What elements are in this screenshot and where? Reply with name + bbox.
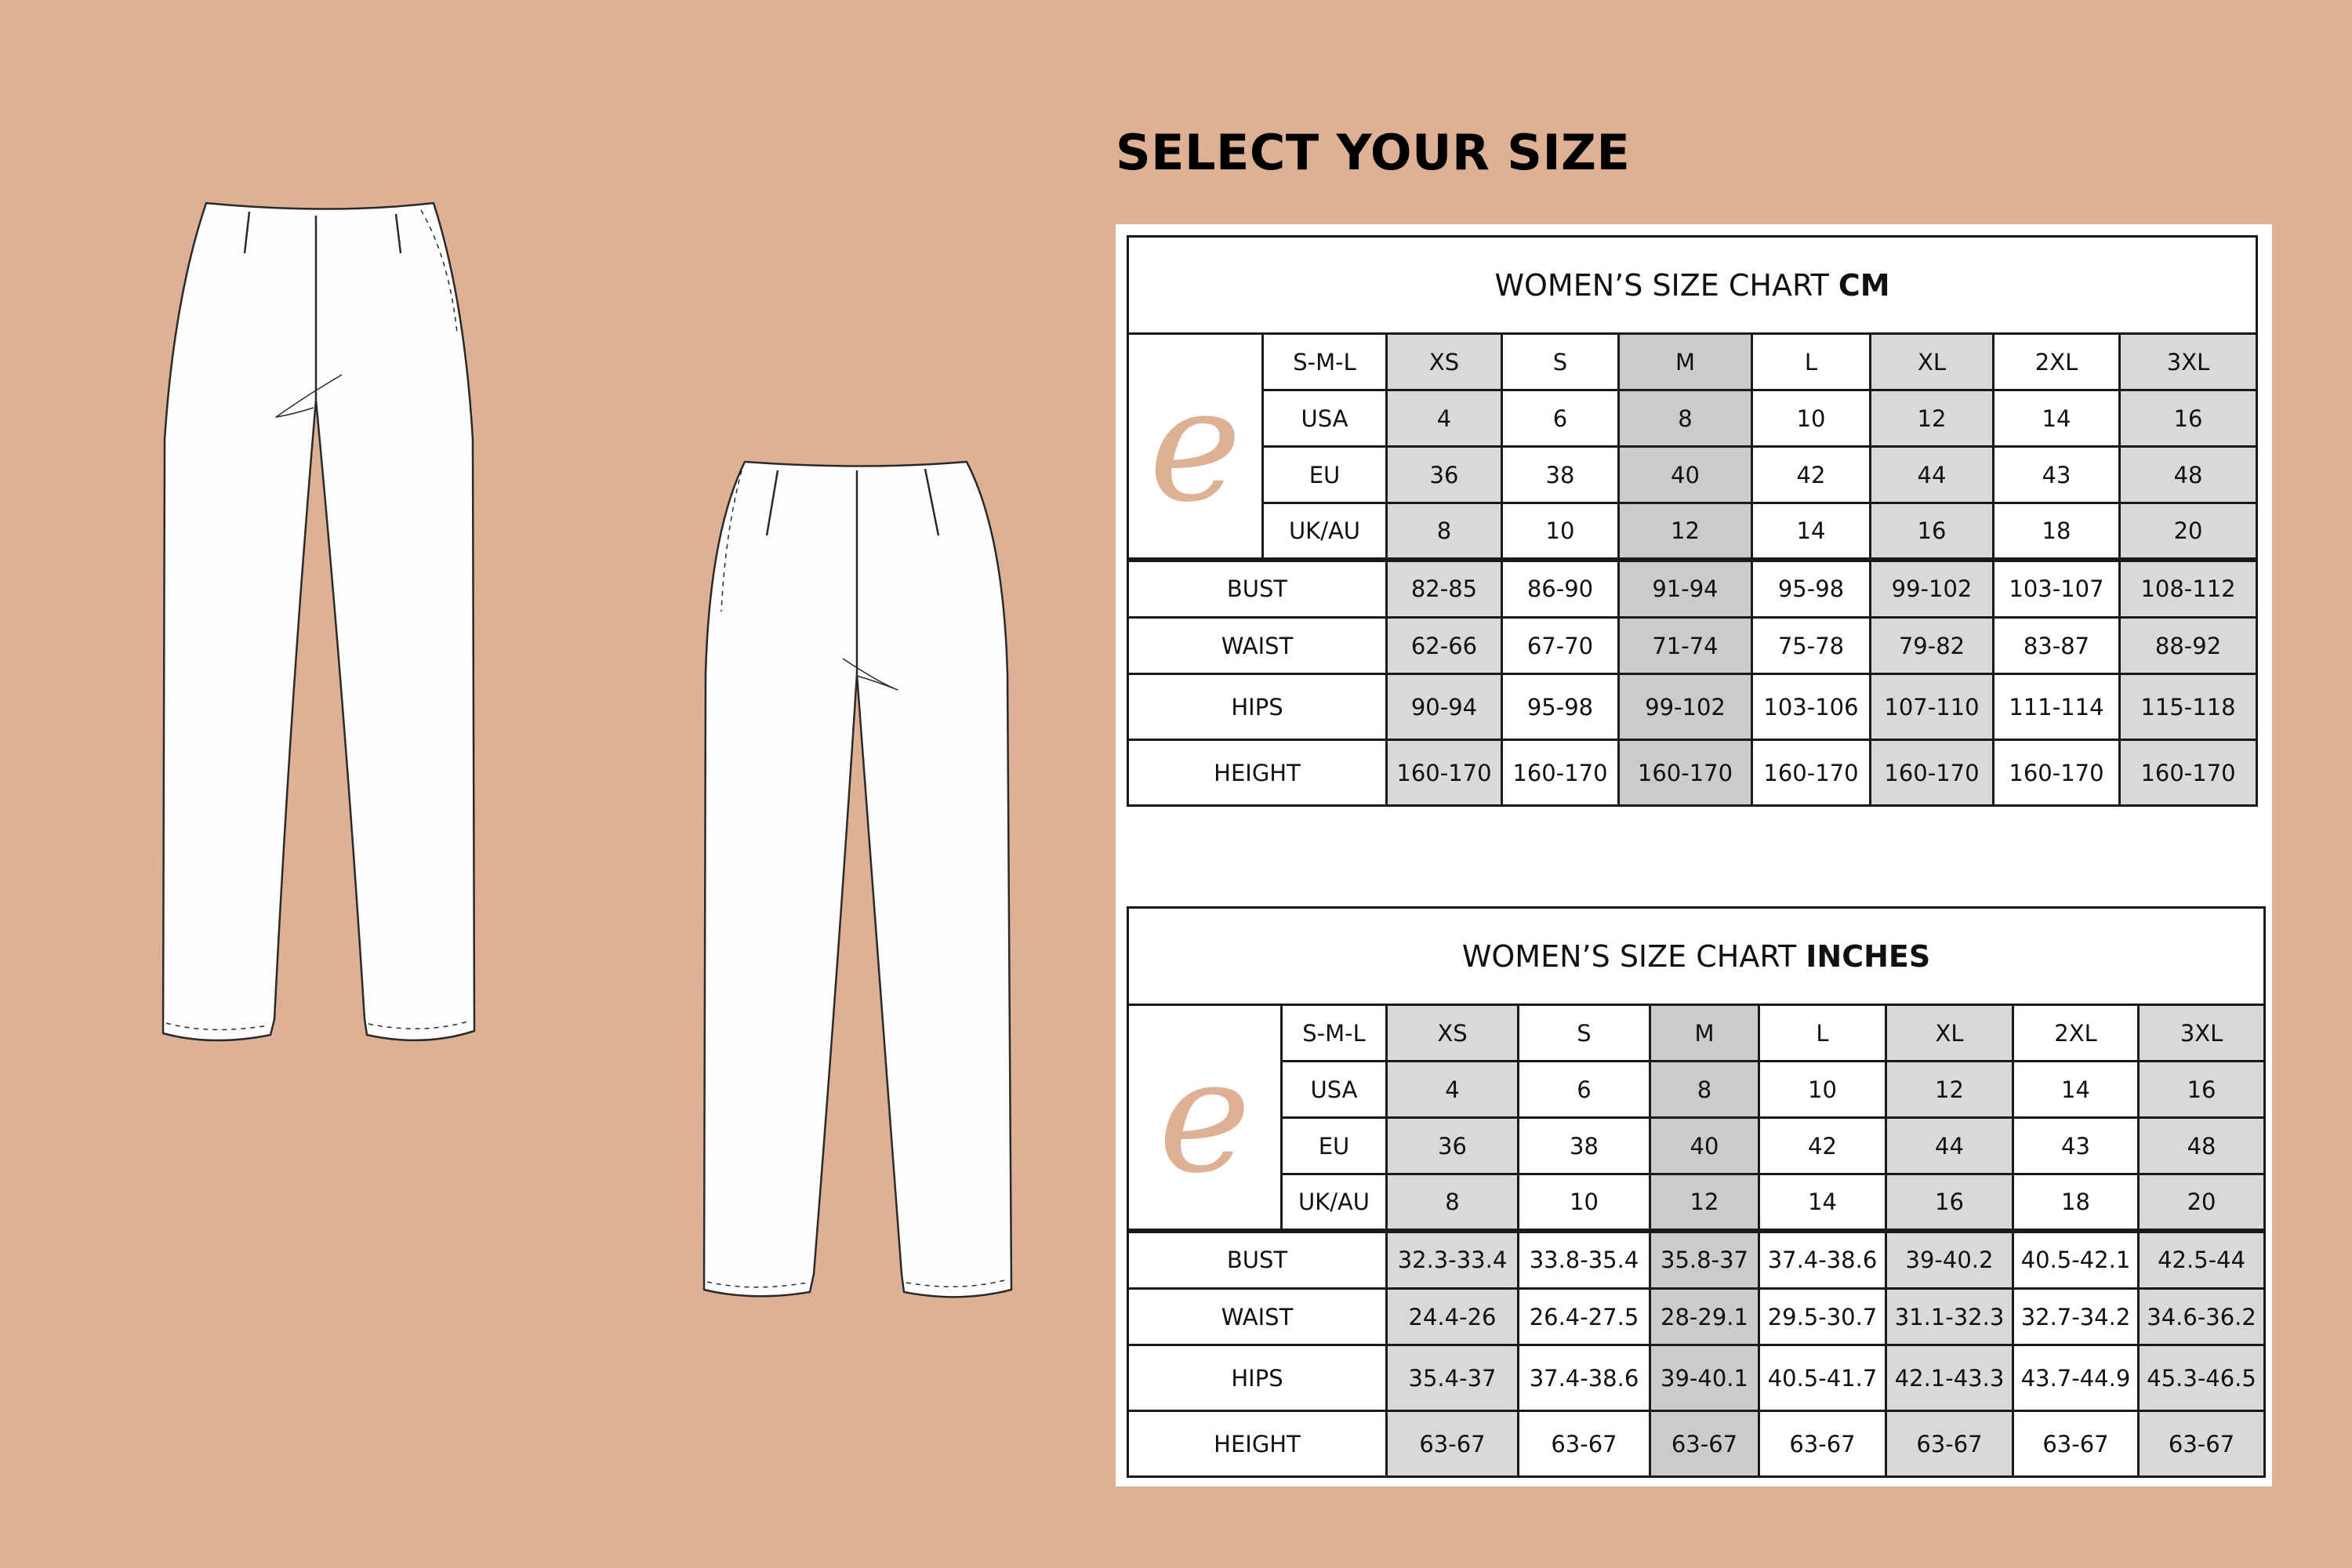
cell: S xyxy=(1502,334,1619,390)
cell: 32.3-33.4 xyxy=(1387,1231,1519,1289)
logo-letter: e xyxy=(1158,1025,1251,1208)
cell: 99-102 xyxy=(1871,560,1994,618)
cell: 37.4-38.6 xyxy=(1759,1231,1886,1289)
cell: 33.8-35.4 xyxy=(1519,1231,1650,1289)
cell: 82-85 xyxy=(1387,560,1502,618)
cell: 91-94 xyxy=(1619,560,1752,618)
cell: 67-70 xyxy=(1502,618,1619,674)
cell: XS xyxy=(1387,334,1502,390)
row-label: BUST xyxy=(1128,560,1387,618)
brand-logo xyxy=(1128,1005,1282,1231)
cell: 42.5-44 xyxy=(2139,1231,2265,1289)
cell: 32.7-34.2 xyxy=(2013,1289,2139,1345)
size-chart-cm xyxy=(1127,235,2258,807)
logo-letter: e xyxy=(1149,354,1242,537)
cell: 16 xyxy=(2139,1062,2265,1118)
row-label: WAIST xyxy=(1128,1289,1387,1345)
cell: 8 xyxy=(1387,1174,1519,1231)
cell: 14 xyxy=(2013,1062,2139,1118)
cell: 14 xyxy=(1752,503,1871,560)
cell: 63-67 xyxy=(1886,1411,2013,1477)
cell: 37.4-38.6 xyxy=(1519,1345,1650,1411)
cell: 14 xyxy=(1759,1174,1886,1231)
row-label: HEIGHT xyxy=(1128,1411,1387,1477)
cell: L xyxy=(1752,334,1871,390)
cell: 6 xyxy=(1502,390,1619,447)
cell: 35.4-37 xyxy=(1387,1345,1519,1411)
cell: 45.3-46.5 xyxy=(2139,1345,2265,1411)
cell: 39-40.1 xyxy=(1650,1345,1759,1411)
cell: 107-110 xyxy=(1871,674,1994,740)
cell: 95-98 xyxy=(1502,674,1619,740)
chart-title xyxy=(1128,237,2257,334)
cell: 42 xyxy=(1759,1118,1886,1174)
cell: 16 xyxy=(2120,390,2257,447)
size-chart-inches xyxy=(1127,906,2266,1478)
cell: 4 xyxy=(1387,1062,1519,1118)
cell: 38 xyxy=(1502,447,1619,503)
cell: 44 xyxy=(1871,447,1994,503)
row-label: UK/AU xyxy=(1282,1174,1387,1231)
cell: 99-102 xyxy=(1619,674,1752,740)
cell: M xyxy=(1619,334,1752,390)
cell: 12 xyxy=(1650,1174,1759,1231)
cell: 24.4-26 xyxy=(1387,1289,1519,1345)
cell: 108-112 xyxy=(2120,560,2257,618)
cell: 160-170 xyxy=(1994,740,2120,806)
cell: 39-40.2 xyxy=(1886,1231,2013,1289)
cell: 79-82 xyxy=(1871,618,1994,674)
cell: 83-87 xyxy=(1994,618,2120,674)
cell: 8 xyxy=(1619,390,1752,447)
chart-title xyxy=(1128,908,2265,1005)
cell: 36 xyxy=(1387,447,1502,503)
chart-title-unit: CM xyxy=(1838,267,1890,303)
cell: 43 xyxy=(2013,1118,2139,1174)
cell: 18 xyxy=(2013,1174,2139,1231)
chart-title-prefix: WOMEN’S SIZE CHART xyxy=(1461,938,1806,974)
cell: 160-170 xyxy=(1871,740,1994,806)
cell: 8 xyxy=(1650,1062,1759,1118)
cell: 16 xyxy=(1886,1174,2013,1231)
brand-logo xyxy=(1128,334,1263,560)
cell: 115-118 xyxy=(2120,674,2257,740)
row-label: USA xyxy=(1263,390,1387,447)
cell: 3XL xyxy=(2120,334,2257,390)
cell: 36 xyxy=(1387,1118,1519,1174)
row-label: WAIST xyxy=(1128,618,1387,674)
cell: 40.5-42.1 xyxy=(2013,1231,2139,1289)
cell: 20 xyxy=(2120,503,2257,560)
pants-front-icon xyxy=(163,203,474,1040)
chart-title-prefix: WOMEN’S SIZE CHART xyxy=(1494,267,1838,303)
cell: L xyxy=(1759,1005,1886,1062)
cell: 3XL xyxy=(2139,1005,2265,1062)
cell: 90-94 xyxy=(1387,674,1502,740)
cell: XL xyxy=(1886,1005,2013,1062)
row-label: S-M-L xyxy=(1282,1005,1387,1062)
row-label: EU xyxy=(1282,1118,1387,1174)
pants-back-icon xyxy=(704,462,1011,1297)
cell: 2XL xyxy=(1994,334,2120,390)
row-label: HIPS xyxy=(1128,674,1387,740)
cell: 12 xyxy=(1619,503,1752,560)
cell: 6 xyxy=(1519,1062,1650,1118)
cell: 8 xyxy=(1387,503,1502,560)
cell: 34.6-36.2 xyxy=(2139,1289,2265,1345)
pants-illustrations xyxy=(0,0,1098,1568)
cell: 10 xyxy=(1502,503,1619,560)
chart-title-unit: INCHES xyxy=(1806,938,1931,974)
cell: 35.8-37 xyxy=(1650,1231,1759,1289)
cell: XL xyxy=(1871,334,1994,390)
cell: 103-106 xyxy=(1752,674,1871,740)
cell: 160-170 xyxy=(1387,740,1502,806)
cell: 160-170 xyxy=(1752,740,1871,806)
cell: 160-170 xyxy=(1619,740,1752,806)
cell: 103-107 xyxy=(1994,560,2120,618)
cell: 43 xyxy=(1994,447,2120,503)
row-label: EU xyxy=(1263,447,1387,503)
cell: 48 xyxy=(2120,447,2257,503)
cell: 16 xyxy=(1871,503,1994,560)
cell: 10 xyxy=(1519,1174,1650,1231)
cell: 95-98 xyxy=(1752,560,1871,618)
row-label: USA xyxy=(1282,1062,1387,1118)
cell: 160-170 xyxy=(2120,740,2257,806)
cell: 28-29.1 xyxy=(1650,1289,1759,1345)
cell: 2XL xyxy=(2013,1005,2139,1062)
row-label: HIPS xyxy=(1128,1345,1387,1411)
cell: 26.4-27.5 xyxy=(1519,1289,1650,1345)
cell: 63-67 xyxy=(1387,1411,1519,1477)
cell: 14 xyxy=(1994,390,2120,447)
cell: 42.1-43.3 xyxy=(1886,1345,2013,1411)
cell: S xyxy=(1519,1005,1650,1062)
cell: 75-78 xyxy=(1752,618,1871,674)
row-label: BUST xyxy=(1128,1231,1387,1289)
cell: 63-67 xyxy=(1650,1411,1759,1477)
cell: 43.7-44.9 xyxy=(2013,1345,2139,1411)
row-label: HEIGHT xyxy=(1128,740,1387,806)
cell: 40 xyxy=(1619,447,1752,503)
row-label: S-M-L xyxy=(1263,334,1387,390)
cell: 20 xyxy=(2139,1174,2265,1231)
cell: 40.5-41.7 xyxy=(1759,1345,1886,1411)
page-title: SELECT YOUR SIZE xyxy=(1116,124,1631,181)
cell: 44 xyxy=(1886,1118,2013,1174)
cell: 10 xyxy=(1752,390,1871,447)
cell: 12 xyxy=(1886,1062,2013,1118)
cell: 38 xyxy=(1519,1118,1650,1174)
cell: 71-74 xyxy=(1619,618,1752,674)
cell: 4 xyxy=(1387,390,1502,447)
cell: 62-66 xyxy=(1387,618,1502,674)
cell: 111-114 xyxy=(1994,674,2120,740)
cell: 42 xyxy=(1752,447,1871,503)
row-label: UK/AU xyxy=(1263,503,1387,560)
cell: 160-170 xyxy=(1502,740,1619,806)
cell: 29.5-30.7 xyxy=(1759,1289,1886,1345)
cell: 18 xyxy=(1994,503,2120,560)
cell: 10 xyxy=(1759,1062,1886,1118)
cell: 12 xyxy=(1871,390,1994,447)
cell: 63-67 xyxy=(2013,1411,2139,1477)
cell: 63-67 xyxy=(2139,1411,2265,1477)
cell: 88-92 xyxy=(2120,618,2257,674)
cell: XS xyxy=(1387,1005,1519,1062)
cell: 63-67 xyxy=(1519,1411,1650,1477)
cell: 48 xyxy=(2139,1118,2265,1174)
cell: 40 xyxy=(1650,1118,1759,1174)
cell: 63-67 xyxy=(1759,1411,1886,1477)
cell: 86-90 xyxy=(1502,560,1619,618)
cell: 31.1-32.3 xyxy=(1886,1289,2013,1345)
cell: M xyxy=(1650,1005,1759,1062)
